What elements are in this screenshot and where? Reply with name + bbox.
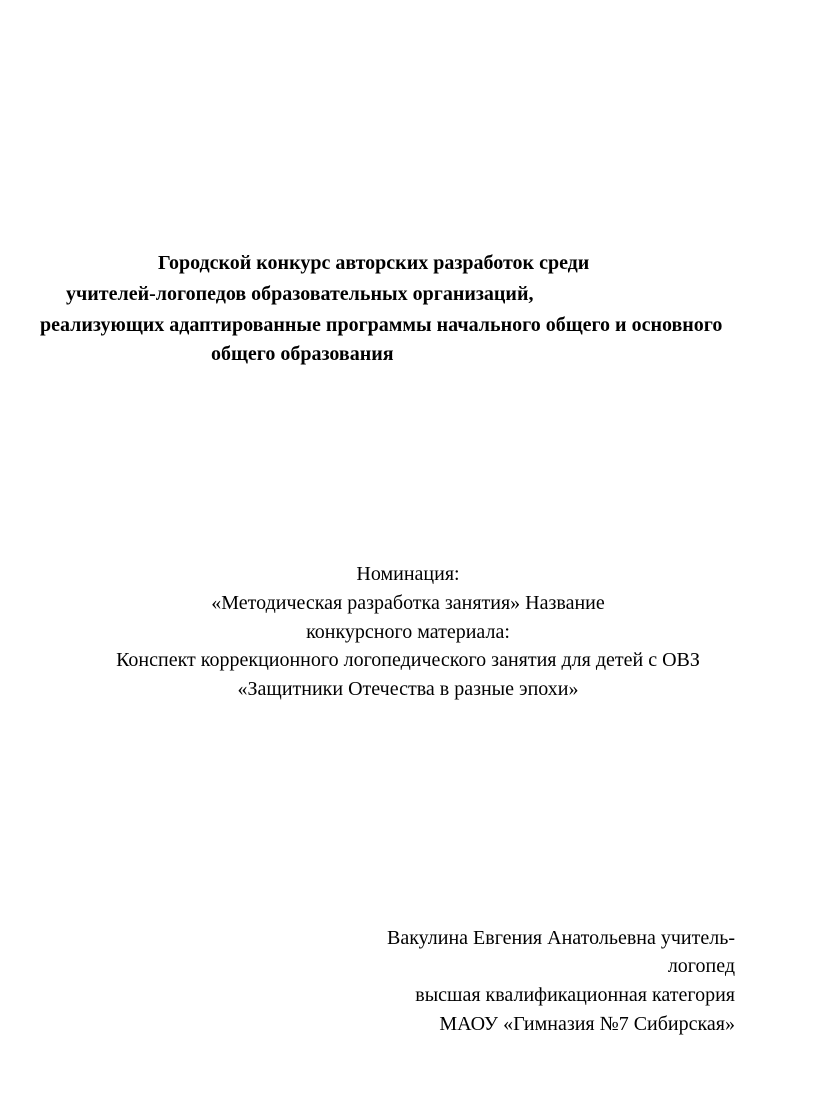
- nomination-label: Номинация:: [356, 563, 460, 585]
- author-line-2: логопед: [667, 955, 735, 977]
- heading-line-2: учителей-логопедов образовательных организаций,: [66, 283, 534, 305]
- nomination-line-4: Конспект коррекционного логопедического занятия для детей с ОВЗ: [116, 649, 700, 671]
- author-line-3: высшая квалификационная категория: [415, 984, 735, 1006]
- heading-line-3: реализующих адаптированные программы начального общего и основного: [40, 314, 723, 336]
- nomination-line-3: конкурсного материала:: [306, 621, 510, 643]
- nomination-line-2: «Методическая разработка занятия» Название: [211, 592, 605, 614]
- author-line-4: МАОУ «Гимназия №7 Сибирская»: [439, 1013, 735, 1035]
- author-line-1: Вакулина Евгения Анатольевна учитель-: [387, 927, 735, 949]
- nomination-line-5: «Защитники Отечества в разные эпохи»: [237, 678, 579, 700]
- heading-line-1: Городской конкурс авторских разработок среди: [158, 252, 590, 274]
- heading-line-4: общего образования: [211, 343, 394, 365]
